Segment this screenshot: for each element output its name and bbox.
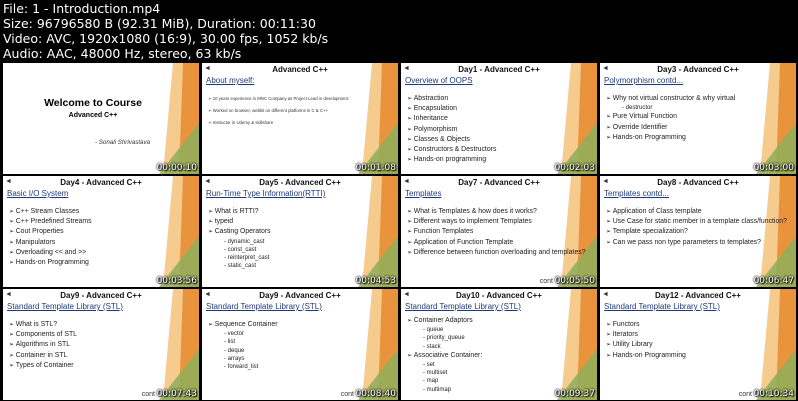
timestamp: 00:01:08 (355, 163, 396, 173)
slide-subheading: Standard Template Library (STL) (604, 302, 720, 311)
thumbnail-grid (0, 62, 798, 401)
slide-title: Day8 - Advanced C++ (657, 178, 739, 187)
bullet-item: ➢ Abstraction (407, 94, 496, 104)
bullet-item: ➢ Worked on browser, webkit on different platforms in C & C++ (208, 105, 349, 117)
bullet-item: ➢ Associative Container: (407, 351, 482, 361)
video-thumbnail[interactable] (3, 289, 199, 400)
slide-author: - Sonali Shrivastava (95, 139, 151, 146)
timestamp: 00:06:47 (753, 276, 794, 286)
timestamp: 00:04:53 (355, 276, 396, 286)
bullet-item: ➢ Why not virtual constructor & why virtual (606, 94, 735, 104)
bullet-item: ➢ Cout Properties (9, 227, 92, 237)
video-line: Video: AVC, 1920x1080 (16:9), 30.00 fps, 1052 kb/s (3, 31, 329, 46)
slide-title: Day7 - Advanced C++ (458, 178, 540, 187)
bullet-list (208, 207, 271, 270)
bullet-item: ➢ Use Case for static member in a template class/function? (606, 217, 787, 227)
sub-bullet-item: - arrays (208, 355, 278, 363)
continued-label: cont (340, 391, 354, 398)
bullet-list (606, 320, 686, 361)
sub-bullet-item: - stack (407, 343, 482, 351)
slide-nav-icon: ◄ (403, 178, 410, 185)
slide-title: Welcome to Course (44, 97, 142, 109)
timestamp: 00:03:56 (156, 276, 197, 286)
continued-label: cont (141, 391, 155, 398)
bullet-item: ➢ Types of Container (9, 361, 77, 371)
video-thumbnail[interactable] (3, 63, 199, 174)
slide-subheading: Templates (405, 189, 442, 198)
video-thumbnail[interactable] (202, 289, 398, 400)
bullet-item: ➢ Template specialization? (606, 227, 787, 237)
slide-decoration (753, 289, 796, 400)
file-line: File: 1 - Introduction.mp4 (3, 1, 161, 16)
bullet-item: ➢ Overloading << and >> (9, 248, 92, 258)
sub-bullet-item: - list (208, 338, 278, 346)
bullet-item: ➢ Manipulators (9, 238, 92, 248)
sub-bullet-item: - set (407, 361, 482, 369)
bullet-item: ➢ Hands-on Programming (606, 133, 735, 143)
bullet-item: ➢ Casting Operators (208, 227, 271, 237)
bullet-list (407, 94, 496, 165)
slide-title: Day9 - Advanced C++ (60, 291, 142, 300)
file-info-header (0, 0, 798, 62)
bullet-item: ➢ Different ways to implement Templates (407, 217, 586, 227)
video-thumbnail[interactable] (401, 176, 597, 287)
timestamp: 00:00:10 (156, 163, 197, 173)
bullet-item: ➢ C++ Stream Classes (9, 207, 92, 217)
sub-bullet-item: - map (407, 377, 482, 385)
slide-title: Day5 - Advanced C++ (259, 178, 341, 187)
sub-bullet-item: - const_cast (208, 246, 271, 254)
slide-subheading: Templates contd... (604, 189, 669, 198)
bullet-item: ➢ typeid (208, 217, 271, 227)
audio-line: Audio: AAC, 48000 Hz, stereo, 63 kb/s (3, 46, 242, 61)
sub-bullet-item: - dynamic_cast (208, 238, 271, 246)
slide-decoration (753, 63, 796, 174)
bullet-item: ➢ Classes & Objects (407, 135, 496, 145)
video-thumbnail[interactable] (202, 63, 398, 174)
slide-subheading: Run-Time Type Information(RTTI) (206, 189, 326, 198)
slide-nav-icon: ◄ (602, 291, 609, 298)
bullet-item: ➢ Hands-on programming (407, 155, 496, 165)
slide-nav-icon: ◄ (204, 291, 211, 298)
bullet-item: ➢ Sequence Container (208, 320, 278, 330)
slide-subheading: Standard Template Library (STL) (405, 302, 521, 311)
slide-decoration (554, 63, 597, 174)
sub-bullet-item: - reinterpret_cast (208, 254, 271, 262)
slide-decoration (156, 176, 199, 287)
bullet-item: ➢ Polymorphism (407, 125, 496, 135)
sub-bullet-item: - priority_queue (407, 334, 482, 342)
slide-decoration (355, 63, 398, 174)
bullet-item: ➢ Application of Function Template (407, 238, 586, 248)
bullet-item: ➢ What is Templates & how does it works? (407, 207, 586, 217)
slide-title: Day1 - Advanced C++ (458, 65, 540, 74)
bullet-item: ➢ Hands-on Programming (606, 351, 686, 361)
slide-title: Day10 - Advanced C++ (456, 291, 542, 300)
bullet-item: ➢ Algorithms in STL (9, 340, 77, 350)
video-thumbnail[interactable] (401, 63, 597, 174)
timestamp: 00:09:37 (554, 389, 595, 399)
slide-nav-icon: ◄ (204, 178, 211, 185)
video-thumbnail[interactable] (202, 176, 398, 287)
bullet-list (208, 320, 278, 371)
slide-title: Day3 - Advanced C++ (657, 65, 739, 74)
sub-bullet-item: - destructor (606, 104, 735, 112)
slide-subheading: Overview of OOPS (405, 76, 473, 85)
slide-nav-icon: ◄ (204, 65, 211, 72)
bullet-item: ➢ Functors (606, 320, 686, 330)
slide-decoration (156, 289, 199, 400)
bullet-item: ➢ Pure Virtual Function (606, 112, 735, 122)
bullet-item: ➢ Encapsulation (407, 104, 496, 114)
bullet-list (208, 93, 349, 129)
bullet-list (407, 316, 482, 394)
bullet-list (606, 207, 787, 248)
sub-bullet-item: - forward_list (208, 363, 278, 371)
bullet-item: ➢ Difference between function overloading and templates? (407, 248, 586, 258)
slide-decoration (355, 289, 398, 400)
slide-nav-icon: ◄ (602, 178, 609, 185)
video-thumbnail[interactable] (600, 63, 796, 174)
bullet-item: ➢ Application of Class template (606, 207, 787, 217)
bullet-item: ➢ 10 years experience in MNC Company as Project Lead in development. (208, 93, 349, 105)
bullet-item: ➢ Override Identifier (606, 123, 735, 133)
bullet-item: ➢ What is RTTI? (208, 207, 271, 217)
slide-subtitle: Advanced C++ (68, 112, 118, 119)
bullet-item: ➢ Instructor in Udemy & skillshare (208, 117, 349, 129)
bullet-list (9, 320, 77, 371)
slide-nav-icon: ◄ (403, 65, 410, 72)
bullet-item: ➢ Container Adaptors (407, 316, 482, 326)
timestamp: 00:02:03 (554, 163, 595, 173)
bullet-list (9, 207, 92, 268)
slide-subheading: Basic I/O System (7, 189, 69, 198)
sub-bullet-item: - vector (208, 330, 278, 338)
bullet-list (407, 207, 586, 258)
continued-label: cont (539, 278, 553, 285)
slide-subheading: Standard Template Library (STL) (206, 302, 322, 311)
bullet-item: ➢ What is STL? (9, 320, 77, 330)
bullet-item: ➢ Utility Library (606, 340, 686, 350)
size-line: Size: 96796580 B (92.31 MiB), Duration: 00:11:30 (3, 16, 316, 31)
timestamp: 00:05:50 (554, 276, 595, 286)
bullet-item: ➢ Iterators (606, 330, 686, 340)
timestamp: 00:08:40 (355, 389, 396, 399)
slide-subheading: Standard Template Library (STL) (7, 302, 123, 311)
slide-nav-icon: ◄ (602, 65, 609, 72)
sub-bullet-item: - queue (407, 326, 482, 334)
video-thumbnail[interactable] (3, 176, 199, 287)
timestamp: 00:03:00 (753, 163, 794, 173)
bullet-item: ➢ C++ Predefined Streams (9, 217, 92, 227)
slide-decoration (355, 176, 398, 287)
slide-decoration (554, 289, 597, 400)
slide-nav-icon: ◄ (5, 291, 12, 298)
video-thumbnail[interactable] (600, 176, 796, 287)
slide-title: Day4 - Advanced C++ (60, 178, 142, 187)
slide-nav-icon: ◄ (5, 178, 12, 185)
video-thumbnail[interactable] (401, 289, 597, 400)
timestamp: 00:10:34 (753, 389, 794, 399)
continued-label: cont (738, 391, 752, 398)
slide-subheading: About myself: (206, 76, 255, 85)
slide-title: Advanced C++ (272, 65, 328, 74)
sub-bullet-item: - deque (208, 347, 278, 355)
bullet-item: ➢ Inheritance (407, 114, 496, 124)
bullet-list (606, 94, 735, 143)
video-thumbnail[interactable] (600, 289, 796, 400)
sub-bullet-item: - multimap (407, 386, 482, 394)
bullet-item: ➢ Can we pass non type parameters to templates? (606, 238, 787, 248)
bullet-item: ➢ Components of STL (9, 330, 77, 340)
slide-subheading: Polymorphism contd... (604, 76, 684, 85)
bullet-item: ➢ Container in STL (9, 351, 77, 361)
slide-title: Day12 - Advanced C++ (655, 291, 741, 300)
bullet-item: ➢ Function Templates (407, 227, 586, 237)
slide-title: Day9 - Advanced C++ (259, 291, 341, 300)
slide-nav-icon: ◄ (403, 291, 410, 298)
sub-bullet-item: - static_cast (208, 262, 271, 270)
sub-bullet-item: - multiset (407, 369, 482, 377)
timestamp: 00:07:43 (156, 389, 197, 399)
bullet-item: ➢ Hands-on Programming (9, 258, 92, 268)
bullet-item: ➢ Constructors & Destructors (407, 145, 496, 155)
